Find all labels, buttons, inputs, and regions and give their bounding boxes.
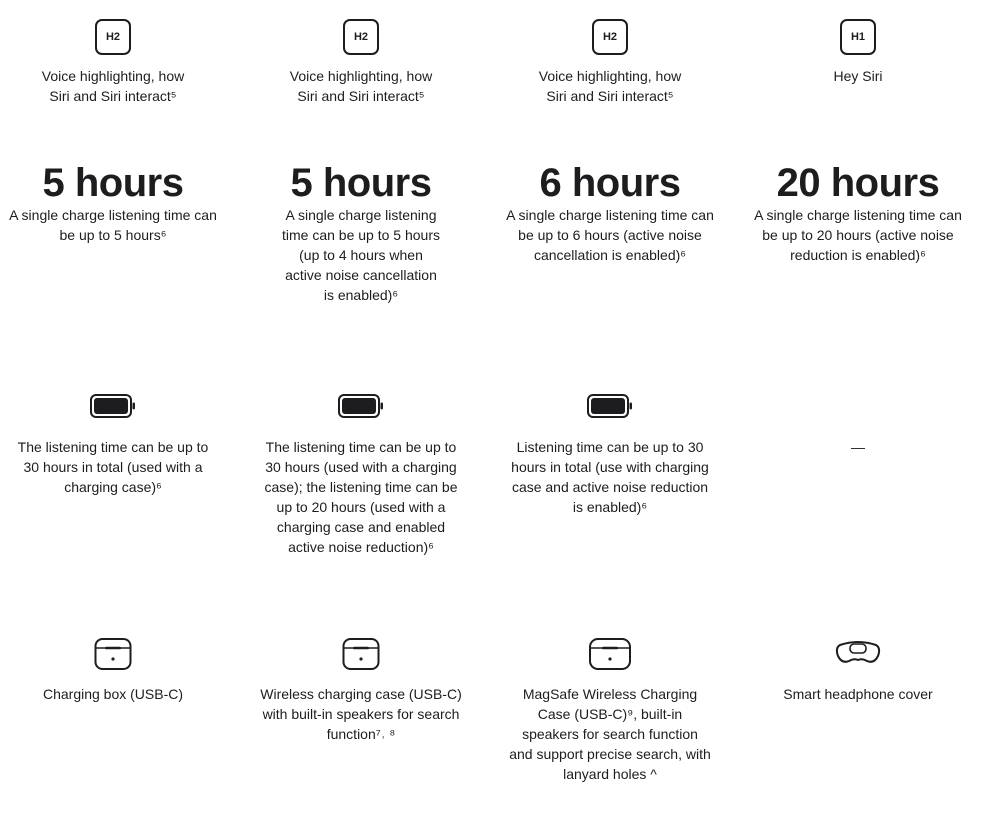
chip-badge: H2 (95, 19, 131, 55)
total-listening-description: Listening time can be up to 30 hours in total (use with charging case and active noise reduction is enabled)⁶ (511, 439, 709, 515)
single-charge-description: A single charge listening time can be up to 20 hours (active noise reduction is enabled)⁶ (754, 207, 962, 263)
listening-hours-headline: 20 hours (776, 161, 940, 205)
chip-badge: H2 (343, 19, 379, 55)
product-column-4 (753, 0, 963, 814)
chip-description: Voice highlighting, how Siri and Siri interact⁵ (538, 68, 682, 104)
battery-icon (8, 393, 218, 423)
battery-icon (505, 393, 715, 423)
chip-row (505, 19, 715, 55)
total-listening-description: — (851, 439, 865, 455)
total-listening-description: The listening time can be up to 30 hours (used with a charging case); the listening time can be up to 20 hours (used with a charging case and enabled active noise reduction)⁶ (264, 439, 458, 555)
chip-description: Hey Siri (833, 68, 883, 84)
chip-badge: H1 (840, 19, 876, 55)
product-column-3 (505, 0, 715, 814)
chip-description: Voice highlighting, how Siri and Siri interact⁵ (289, 68, 433, 104)
charging-case-icon (256, 637, 466, 673)
case-description: MagSafe Wireless Charging Case (USB-C)⁹, built-in speakers for search function and support precise search, with lanyard holes ^ (509, 686, 711, 782)
chip-description: Voice highlighting, how Siri and Siri interact⁵ (41, 68, 185, 104)
charging-case-icon (8, 637, 218, 673)
listening-hours-headline: 5 hours (42, 161, 184, 205)
single-charge-description: A single charge listening time can be up to 6 hours (active noise cancellation is enabled)⁶ (506, 207, 714, 263)
chip-row (8, 19, 218, 55)
listening-hours-headline: 5 hours (290, 161, 432, 205)
chip-badge: H2 (592, 19, 628, 55)
charging-case-icon (505, 637, 715, 673)
single-charge-description: A single charge listening time can be up to 5 hours (up to 4 hours when active noise cancellation is enabled)⁶ (282, 207, 440, 303)
total-listening-description: The listening time can be up to 30 hours in total (used with a charging case)⁶ (17, 439, 209, 495)
chip-row (753, 19, 963, 55)
listening-hours-headline: 6 hours (539, 161, 681, 205)
case-description: Wireless charging case (USB-C) with built-in speakers for search function⁷˒ ⁸ (260, 686, 462, 742)
product-column-1 (8, 0, 218, 814)
smart-cover-icon (753, 637, 963, 673)
chip-row (256, 19, 466, 55)
battery-icon (256, 393, 466, 423)
single-charge-description: A single charge listening time can be up to 5 hours⁶ (9, 207, 217, 243)
case-description: Smart headphone cover (783, 686, 933, 702)
case-description: Charging box (USB-C) (42, 686, 184, 702)
product-column-2 (256, 0, 466, 814)
